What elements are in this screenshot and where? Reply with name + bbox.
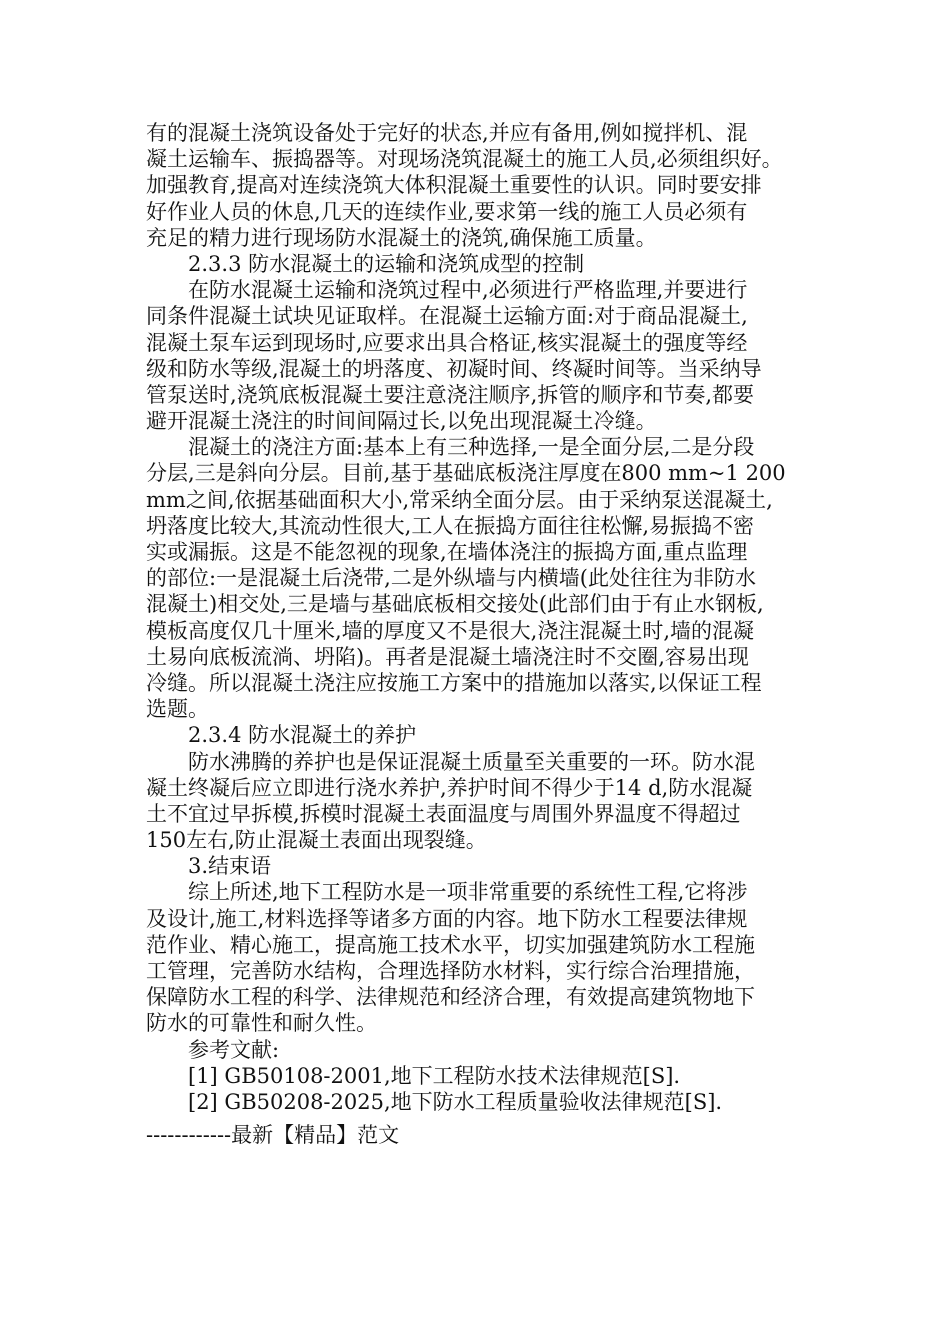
text-line: 避开混凝土浇注的时间间隔过长,以免出现混凝土冷缝。 [146,409,657,434]
text-line: 充足的精力进行现场防水混凝土的浇筑,确保施工质量。 [146,225,657,250]
text-line: 管泵送时,浇筑底板混凝土要注意浇注顺序,拆管的顺序和节奏,都要 [146,382,755,407]
text-line: 150左右,防止混凝土表面出现裂缝。 [146,828,487,853]
text-line: 混凝土泵车运到现场时,应要求出具合格证,核实混凝土的强度等经 [146,330,748,355]
text-line: 实或漏振。这是不能忽视的现象,在墙体浇注的振捣方面,重点监理 [146,540,748,564]
text-line: 工管理，完善防水结构，合理选择防水材料，实行综合治理措施， [146,959,755,983]
text-line: 在防水混凝土运输和浇筑过程中,必须进行严格监理,并要进行 [188,278,748,303]
text-line: 参考文献: [188,1037,280,1062]
text-line: [2] GB50208-2025,地下防水工程质量验收法律规范[S]. [188,1089,723,1114]
text-line: 凝土运输车、振捣器等。对现场浇筑混凝土的施工人员,必须组织好。 [146,147,783,172]
text-line: 2.3.4 防水混凝土的养护 [188,723,417,748]
text-line: 防水沸腾的养护也是保证混凝土质量至关重要的一环。防水混 [188,749,755,774]
text-line: 2.3.3 防水混凝土的运输和浇筑成型的控制 [188,251,585,276]
text-line: 防水的可靠性和耐久性。 [146,1011,377,1036]
document-body [146,120,808,1115]
text-line: 混凝土的浇注方面:基本上有三种选择,一是全面分层,二是分段 [188,435,755,460]
text-line: 级和防水等级,混凝土的坍落度、初凝时间、终凝时间等。当采纳导 [146,356,762,381]
text-line: 土不宜过早拆模,拆模时混凝土表面温度与周围外界温度不得超过 [146,801,741,826]
text-line: 坍落度比较大,其流动性很大,工人在振捣方面往往松懈,易振捣不密 [146,513,755,538]
text-line: 同条件混凝土试块见证取样。在混凝土运输方面:对于商品混凝土, [146,304,748,329]
text-line: 及设计,施工,材料选择等诸多方面的内容。地下防水工程要法律规 [146,906,748,931]
text-line: 土易向底板流淌、坍陷)。再者是混凝土墙浇注时不交圈,容易出现 [146,644,749,669]
text-line: 保障防水工程的科学、法律规范和经济合理，有效提高建筑物地下 [146,985,755,1010]
text-line: 综上所述,地下工程防水是一项非常重要的系统性工程,它将涉 [188,880,748,905]
text-line: 冷缝。所以混凝土浇注应按施工方案中的措施加以落实,以保证工程 [146,670,762,695]
footer-text: ------------最新【精品】范文 [146,1123,400,1147]
text-line: 范作业、精心施工，提高施工技术水平，切实加强建筑防水工程施 [146,932,755,957]
text-line: 好作业人员的休息,几天的连续作业,要求第一线的施工人员必须有 [146,199,748,224]
text-line: [1] GB50108-2001,地下工程防水技术法律规范[S]. [188,1063,681,1088]
text-line: 有的混凝土浇筑设备处于完好的状态,并应有备用,例如搅拌机、混 [146,121,748,145]
text-line: 模板高度仅几十厘米,墙的厚度又不是很大,浇注混凝土时,墙的混凝 [146,618,755,643]
text-line: 分层,三是斜向分层。目前,基于基础底板浇注厚度在800 mm~1 200 [146,461,786,486]
text-line: 凝土终凝后应立即进行浇水养护,养护时间不得少于14 d,防水混凝 [146,775,753,800]
text-line: 选题。 [146,697,209,722]
text-line: 混凝土)相交处,三是墙与基础底板相交接处(此部们由于有止水钢板, [146,592,764,617]
text-line: 加强教育,提高对连续浇筑大体积混凝土重要性的认识。同时要安排 [146,173,762,198]
text-line: 3.结束语 [188,854,272,879]
text-line: 的部位:一是混凝土后浇带,二是外纵墙与内横墙(此处往往为非防水 [146,566,756,591]
text-line: mm之间,依据基础面积大小,常采纳全面分层。由于采纳泵送混凝土, [146,487,773,512]
